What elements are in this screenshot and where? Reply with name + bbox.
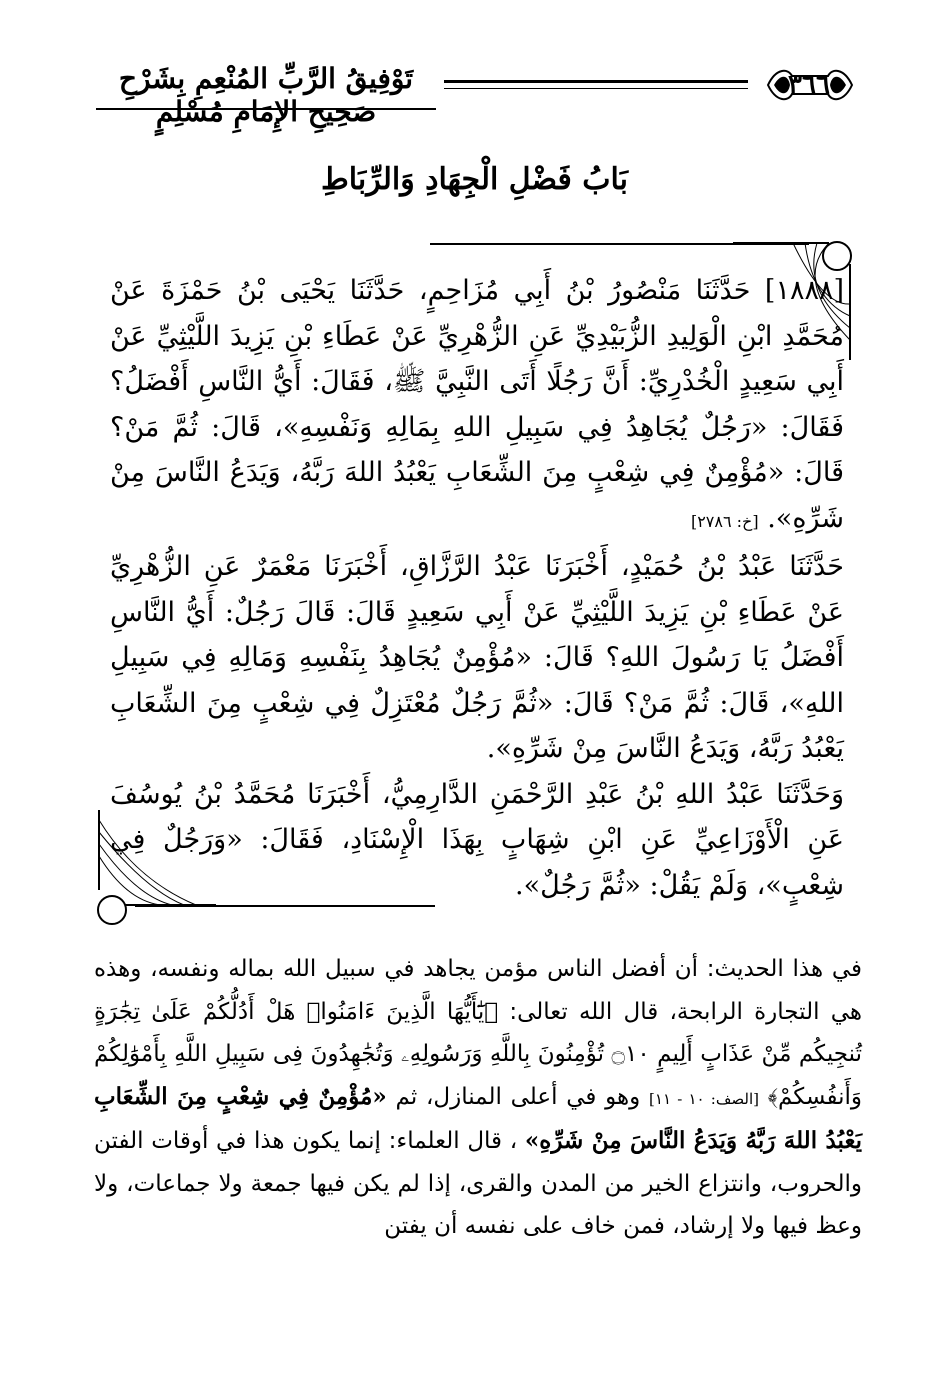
hadith-paragraph [110, 544, 844, 772]
verse-reference: [الصف: ١٠ - ١١] [649, 1089, 759, 1108]
hadith-paragraph [110, 772, 844, 909]
commentary-text [94, 948, 862, 1248]
book-title: تَوْفِيقُ الرَّبِّ المُنْعِمِ بِشَرْحِ صَحِيحِ الإِمَامِ مُسْلِمٍ [118, 62, 414, 128]
bukhari-reference: [خ: ٢٧٨٦] [690, 511, 759, 531]
frame-bottom-rule [135, 905, 435, 907]
hadith-body-1: حَدَّثَنَا مَنْصُورُ بْنُ أَبِي مُزَاحِمٍ، حَدَّثَنَا يَحْيَى بْنُ حَمْزَةَ عَنْ مُحَمَّدِ ابْنِ الْوَلِيدِ الزُّبَيْدِيِّ عَنِ الزُّهْرِيِّ عَنْ عَطَاءِ بْنِ يَزِيدَ اللَّيْثِيِّ عَنْ أَبِي سَعِيدٍ الْخُدْرِيِّ: أَنَّ رَجُلًا أَتَى النَّبِيَّ ﷺ، فَقَالَ: أَيُّ النَّاسِ أَفْضَلُ؟ فَقَالَ: «رَجُلٌ يُجَاهِدُ فِي سَبِيلِ اللهِ بِمَالِهِ وَنَفْسِهِ»، قَالَ: ثُمَّ مَنْ؟ قَالَ: «مُؤْمِنٌ فِي شِعْبٍ مِنَ الشِّعَابِ يَعْبُدُ اللهَ رَبَّهُ، وَيَدَعُ النَّاسَ مِنْ شَرِّهِ». [110, 275, 844, 534]
header-rule [444, 80, 748, 89]
chapter-title: بَابُ فَضْلِ الْجِهَادِ وَالرِّبَاطِ [320, 162, 629, 197]
hadith-body-3: وَحَدَّثَنَا عَبْدُ اللهِ بْنُ عَبْدِ الرَّحْمَنِ الدَّارِمِيُّ، أَخْبَرَنَا مُحَمَّدُ بْنُ يُوسُفَ عَنِ الْأَوْزَاعِيِّ عَنِ ابْنِ شِهَابٍ بِهَذَا الْإِسْنَادِ، فَقَالَ: «وَرَجُلٌ فِي شِعْبٍ»، وَلَمْ يَقُلْ: «ثُمَّ رَجُلٌ». [110, 778, 844, 901]
page-number: ٣٦٦ [788, 70, 830, 100]
commentary-part-1: في هذا الحديث: أن أفضل الناس مؤمن يجاهد في سبيل الله بماله ونفسه، وهذه هي التجارة الرابحة، قال الله تعالى: [94, 956, 862, 1025]
hadith-text [110, 268, 844, 908]
hadith-body-2: حَدَّثَنَا عَبْدُ بْنُ حُمَيْدٍ، أَخْبَرَنَا عَبْدُ الرَّزَّاقِ، أَخْبَرَنَا مَعْمَرٌ عَنِ الزُّهْرِيِّ عَنْ عَطَاءِ بْنِ يَزِيدَ اللَّيْثِيِّ عَنْ أَبِي سَعِيدٍ قَالَ: قَالَ رَجُلٌ: أَيُّ النَّاسِ أَفْضَلُ يَا رَسُولَ اللهِ؟ قَالَ: «مُؤْمِنٌ يُجَاهِدُ بِنَفْسِهِ وَمَالِهِ فِي سَبِيلِ اللهِ»، قَالَ: ثُمَّ مَنْ؟ قَالَ: «ثُمَّ رَجُلٌ مُعْتَزِلٌ فِي شِعْبٍ مِنَ الشِّعَابِ يَعْبُدُ رَبَّهُ، وَيَدَعُ النَّاسَ مِنْ شَرِّهِ». [110, 551, 844, 764]
hadith-paragraph [110, 268, 844, 544]
hadith-number: [١٨٨٨] [764, 275, 845, 306]
commentary-part-2: وهو في أعلى المنازل، ثم [386, 1083, 641, 1110]
hadith-quote: «مُؤْمِنٌ فِي شِعْبٍ مِنَ الشِّعَابِ يَعْبُدُ اللهَ رَبَّهُ وَيَدَعُ النَّاسَ مِنْ شَرِّهِ» [94, 1082, 862, 1154]
commentary-paragraph [94, 948, 862, 1248]
page-header [96, 58, 858, 128]
quran-verse: ﴿يَٰٓأَيُّهَا الَّذِينَ ءَامَنُوا۟ هَلْ أَدُلُّكُمْ عَلَىٰ تِجَٰرَةٍ تُنجِيكُم مِّنْ عَذَابٍ أَلِيمٍ ۝١٠ تُؤْمِنُونَ بِاللَّهِ وَرَسُولِهِۦ وَتُجَٰهِدُونَ فِى سَبِيلِ اللَّهِ بِأَمْوَٰلِكُمْ وَأَنفُسِكُمْ﴾ [94, 998, 862, 1110]
commentary-part-3: ، قال العلماء: إنما يكون هذا في أوقات الفتن والحروب، وانتزاع الخير من المدن والقرى، إذا لم يكن فيها جمعة ولا جماعات، ولا وعظ فيها ولا إرشاد، فمن خاف على نفسه أن يفتن [94, 1128, 862, 1239]
title-underline [96, 108, 436, 110]
corner-ornament-icon [96, 810, 216, 930]
page-number-ornament [762, 64, 858, 106]
